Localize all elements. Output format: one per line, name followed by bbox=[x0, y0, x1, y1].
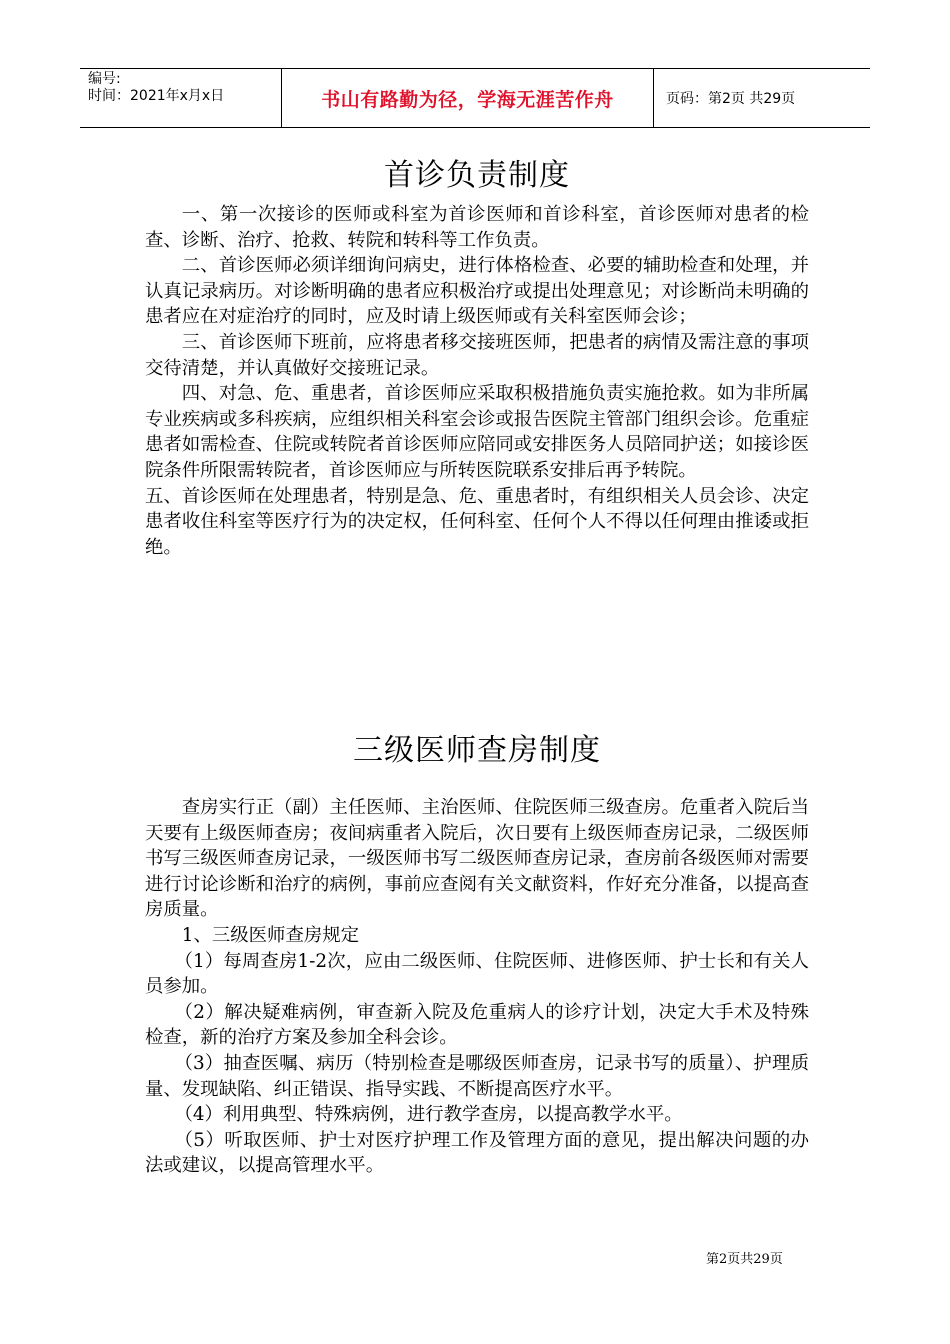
section-ward-round bbox=[145, 733, 809, 1179]
section2-paragraph: （4）利用典型、特殊病例，进行教学查房，以提高教学水平。 bbox=[174, 1104, 683, 1126]
section1-title: 首诊负责制度 bbox=[384, 158, 570, 193]
section1-paragraph: 五、首诊医师在处理患者，特别是急、危、重患者时，有组织相关人员会诊、决定患者收住科室等医疗行为的决定权，任何科室、任何个人不得以任何理由推诿或拒绝。 bbox=[145, 485, 809, 558]
section1-paragraph: 四、对急、危、重患者，首诊医师应采取积极措施负责实施抢救。如为非所属专业疾病或多科疾病，应组织相关科室会诊或报告医院主管部门组织会诊。危重症患者如需检查、住院或转院者首诊医师应陪同或安排医务人员陪同护送；如接诊医院条件所限需转院者，首诊医师应与所转医院联系安排后再予转院。 bbox=[145, 383, 809, 481]
section2-paragraph: 1、三级医师查房规定 bbox=[181, 924, 360, 946]
section2-paragraph: 查房实行正（副）主任医师、主治医师、住院医师三级查房。危重者入院后当天要有上级医师查房；夜间病重者入院后，次日要有上级医师查房记录，二级医师书写三级医师查房记录，一级医师书写二级医师查房记录，查房前各级医师对需要进行讨论诊断和治疗的病例，事前应查阅有关文献资料，作好充分准备，以提高查房质量。 bbox=[145, 797, 809, 921]
section2-paragraph: （1）每周查房1-2次，应由二级医师、住院医师、进修医师、护士长和有关人员参加。 bbox=[145, 950, 809, 998]
section1-paragraph: 二、首诊医师必须详细询问病史，进行体格检查、必要的辅助检查和处理，并认真记录病历。对诊断明确的患者应积极治疗或提出处理意见；对诊断尚未明确的患者应在对症治疗的同时，应及时请上级医师或有关科室医师会诊； bbox=[145, 255, 809, 328]
page-footer: 第2页共29页 bbox=[706, 1252, 783, 1267]
date-label: 时间：2021年x月x日 bbox=[88, 88, 225, 104]
section1-paragraph: 一、第一次接诊的医师或科室为首诊医师和首诊科室，首诊医师对患者的检查、诊断、治疗、抢救、转院和转科等工作负责。 bbox=[145, 204, 809, 251]
section-first-visit bbox=[145, 158, 809, 560]
page-header bbox=[80, 68, 870, 128]
serial-label: 编号: bbox=[88, 71, 121, 87]
section1-paragraph: 三、首诊医师下班前，应将患者移交接班医师，把患者的病情及需注意的事项交待清楚，并认真做好交接班记录。 bbox=[145, 331, 809, 379]
section2-paragraph: （3）抽查医嘱、病历（特别检查是哪级医师查房，记录书写的质量）、护理质量、发现缺陷、纠正错误、指导实践、不断提高医疗水平。 bbox=[145, 1052, 809, 1100]
section2-paragraph: （2）解决疑难病例，审查新入院及危重病人的诊疗计划，决定大手术及特殊检查，新的治疗方案及参加全科会诊。 bbox=[145, 1001, 809, 1049]
header-page-info: 页码：第2页 共29页 bbox=[666, 91, 796, 107]
header-meta bbox=[80, 69, 282, 127]
header-motto: 书山有路勤为径，学海无涯苦作舟 bbox=[282, 69, 654, 127]
section2-title: 三级医师查房制度 bbox=[353, 733, 601, 768]
section2-paragraph: （5）听取医师、护士对医疗护理工作及管理方面的意见，提出解决问题的办法或建议，以提高管理水平。 bbox=[145, 1129, 809, 1177]
